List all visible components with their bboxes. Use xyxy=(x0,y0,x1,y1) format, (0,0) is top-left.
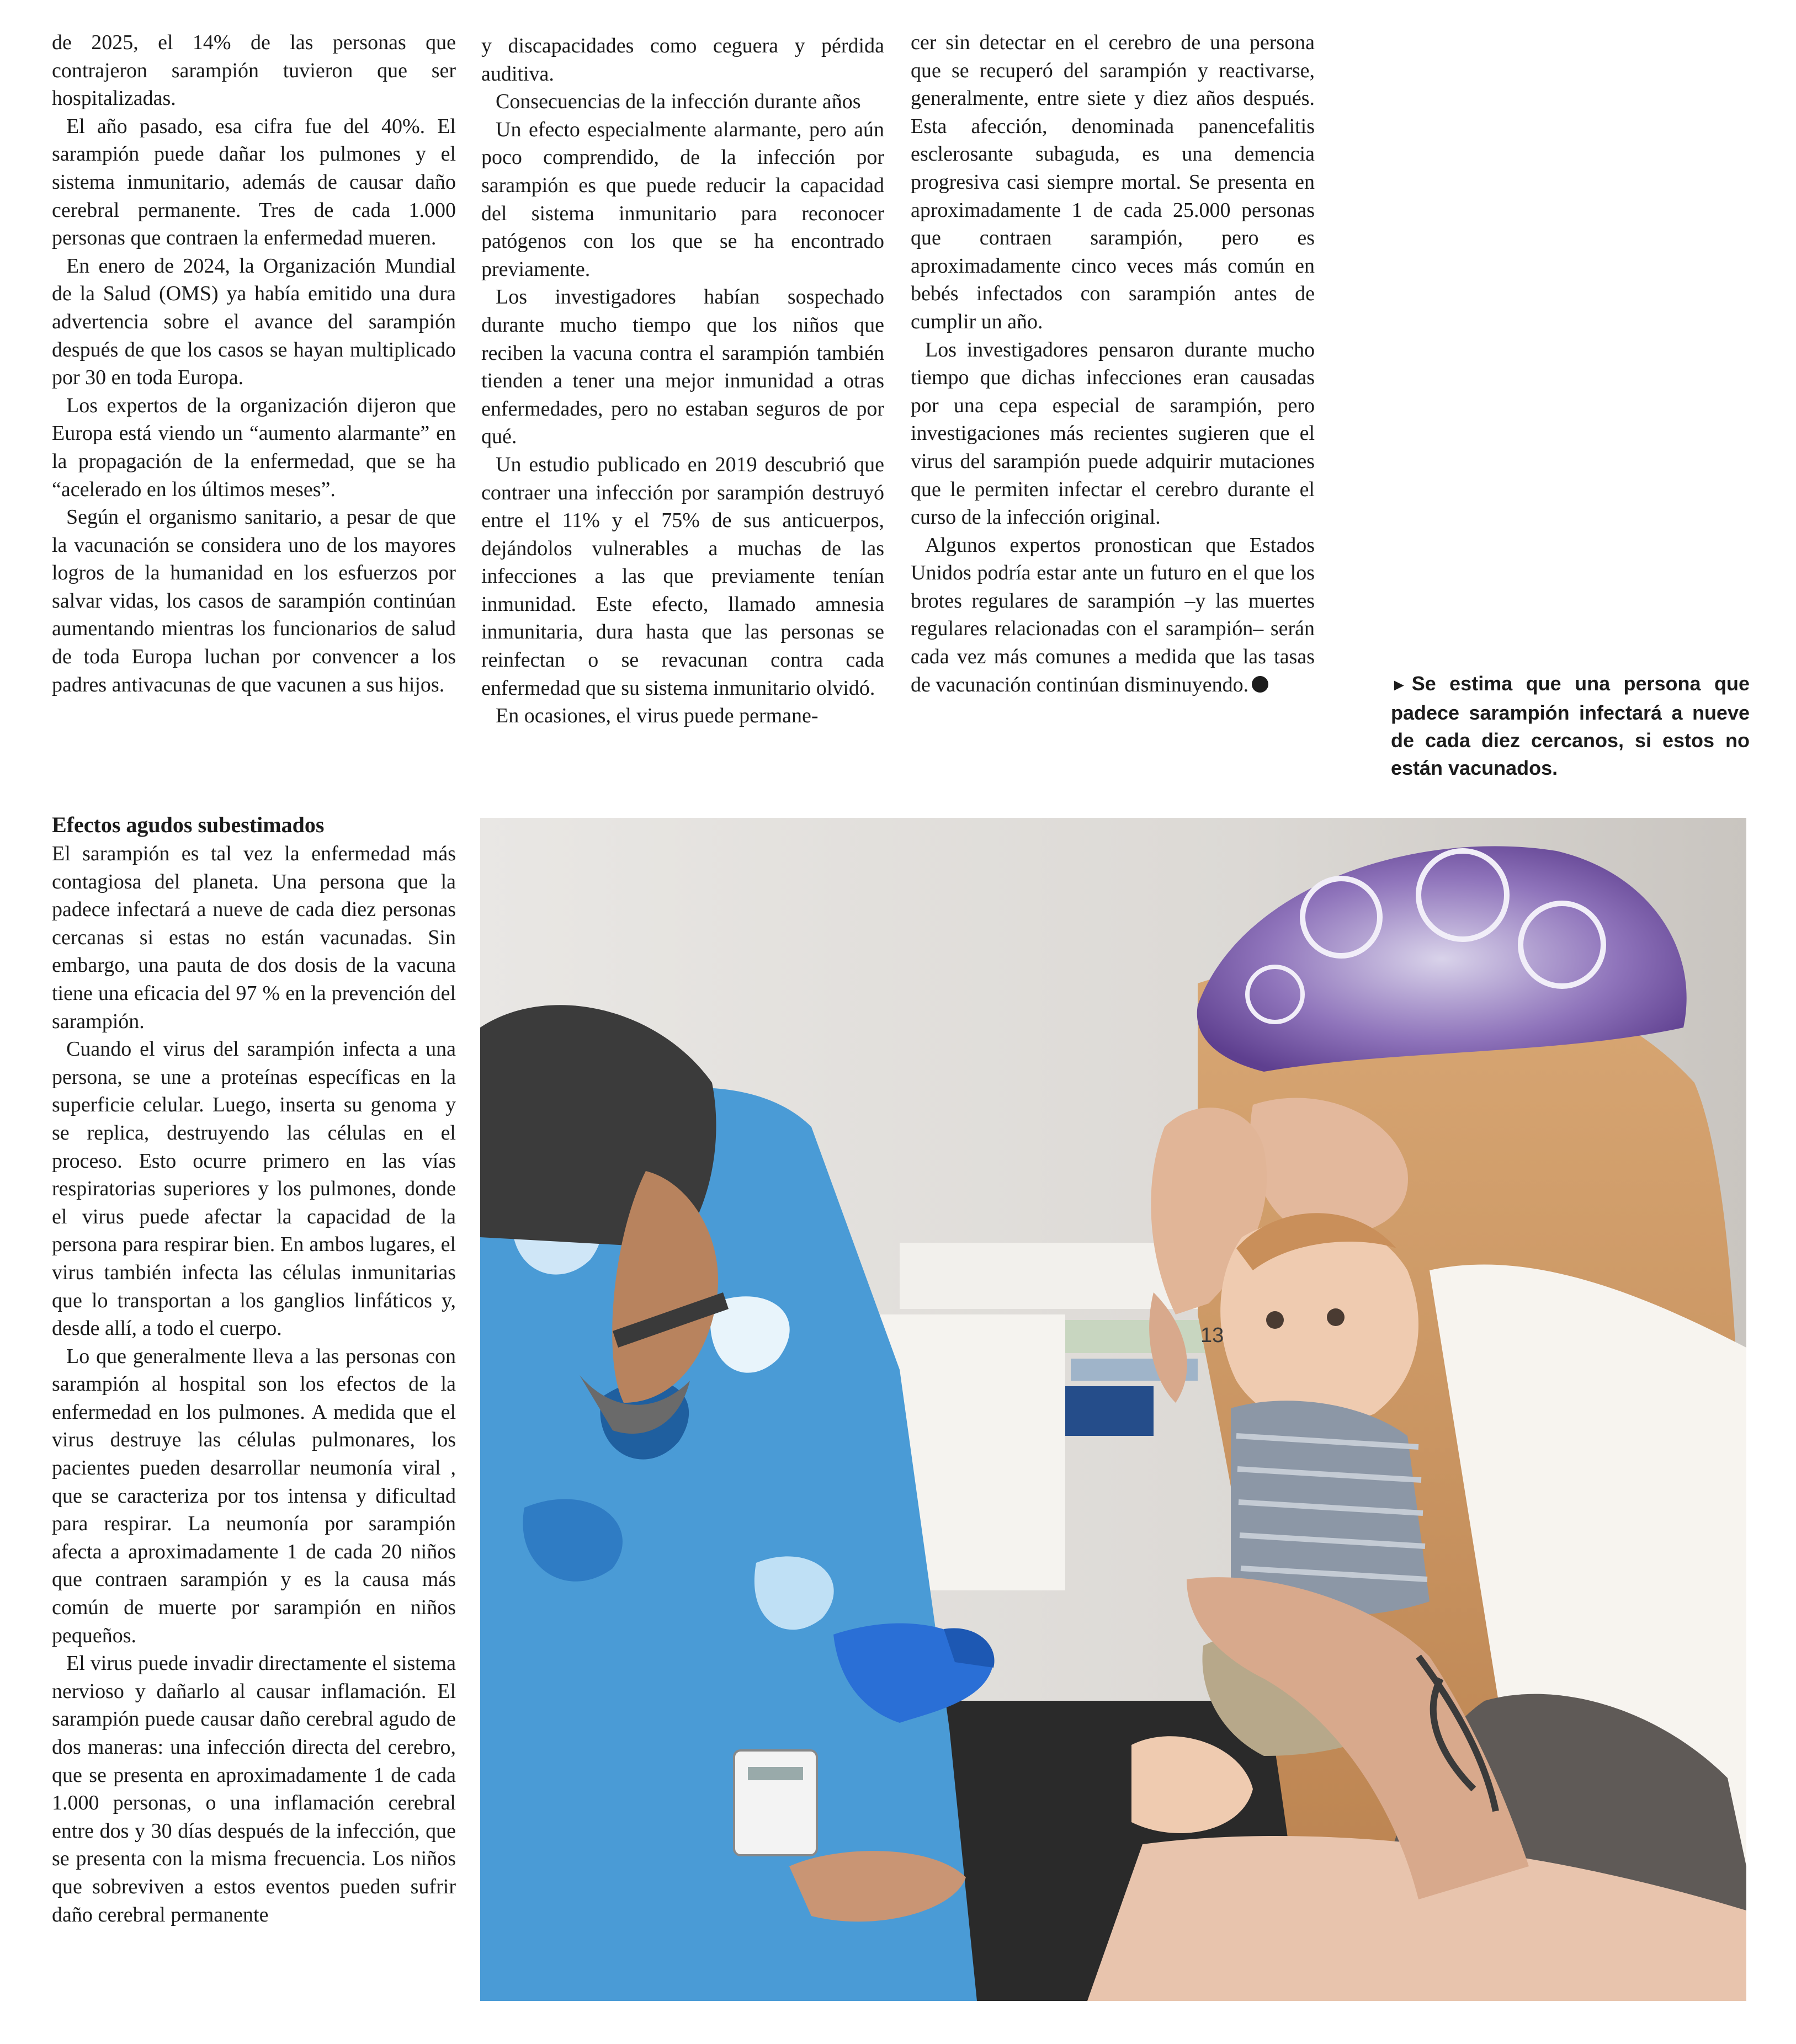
paragraph: Cuando el virus del sarampión infecta a una persona, se une a proteínas específicas en la superficie celular. Luego, inserta su genoma y se replica, destruyendo las células en el proceso. Esto ocurre primero en las vías respiratorias superiores y los pulmones, donde el virus puede afectar la capacidad de la persona para respirar bien. En ambos lugares, el virus también infecta las células inmunitarias que lo transportan a los ganglios linfáticos y, desde allí, a todo el cuerpo. xyxy=(52,1037,456,1340)
end-of-article-mark xyxy=(1252,676,1268,693)
section-intertitle: Consecuencias de la infección durante años xyxy=(496,90,861,114)
paragraph: Lo que generalmente lleva a las personas con sarampión al hospital son los efectos de la enfermedad en los pulmones. A medida que el virus destruye las células pulmonares, los pacientes pueden desarrollar neumonía viral , que se caracteriza por tos intensa y dificultad para respirar. La neumonía por sarampión afecta a aproximadamente 1 de cada 20 niños que contraen sarampión y es la causa más común de muerte por sarampión en niños pequeños. xyxy=(52,1344,456,1647)
photo-caption xyxy=(1391,670,1750,782)
paragraph: Un estudio publicado en 2019 descubrió que contraer una infección por sarampión destruyó entre el 11% y el 75% de sus anticuerpos, dejándolos vulnerables a muchas de las infecciones a las que previamente tenían inmunidad. Este efecto, llamado amnesia inmunitaria, dura hasta que las personas se reinfectan o se revacunan contra cada enfermedad que su sistema inmunitario olvidó. xyxy=(481,453,884,700)
caption-marker-icon: ► xyxy=(1391,676,1407,694)
svg-text:13: 13 xyxy=(1200,1324,1224,1347)
paragraph: cer sin detectar en el cerebro de una persona que se recuperó del sarampión y reactivarse, generalmente, entre siete y diez años después. Esta afección, denominada panencefalitis esclerosante subaguda, es una demencia progresiva casi siempre mortal. Se presenta en aproximadamente 1 de cada 25.000 personas que contraen sarampión, pero es aproximadamente cinco veces más común en bebés infectados con sarampión antes de cumplir un año. xyxy=(911,31,1315,333)
paragraph-text: Algunos expertos pronostican que Estados Unidos podría estar ante un futuro en el que los brotes regulares de sarampión –y las muertes regulares relacionadas con el sarampión– serán cada vez más comunes a medida que las tasas de vacunación continúan disminuyendo. xyxy=(911,533,1315,696)
paragraph: de 2025, el 14% de las personas que contrajeron sarampión tuvieron que ser hospitalizadas. xyxy=(52,31,456,110)
paragraph: Los investigadores habían sospechado durante mucho tiempo que los niños que reciben la vacuna contra el sarampión también tienden a tener una mejor inmunidad a otras enfermedades, pero no estaban seguros de por qué. xyxy=(481,285,884,449)
caption-text: Se estima que una persona que padece sarampión infectará a nueve de cada diez cercanos, si estos no están vacunados. xyxy=(1391,672,1750,779)
paragraph: Los investigadores pensaron durante mucho tiempo que dichas infecciones eran causadas por una cepa especial de sarampión, pero investigaciones más recientes sugieren que el virus del sarampión puede adquirir mutaciones que le permiten infectar el cerebro durante el curso de la infección original. xyxy=(911,338,1315,529)
paragraph: y discapacidades como ceguera y pérdida auditiva. xyxy=(481,34,884,86)
subheading: Efectos agudos subestimados xyxy=(52,812,325,837)
paragraph: Un efecto especialmente alarmante, pero aún poco comprendido, de la infección por sarampión es que puede reducir la capacidad del sistema inmunitario para reconocer patógenos con los que se ha encontrado previamente. xyxy=(481,118,884,281)
vaccination-photo xyxy=(480,818,1746,2001)
article-column-2 xyxy=(481,32,884,790)
paragraph: Según el organismo sanitario, a pesar de que la vacunación se considera uno de los mayores logros de la humanidad en los esfuerzos por salvar vidas, los casos de sarampión continúan aumentando mientras los funcionarios de salud de toda Europa luchan por convencer a los padres antivacunas de que vacunen a sus hijos. xyxy=(52,505,456,696)
paragraph: El sarampión es tal vez la enfermedad más contagiosa del planeta. Una persona que la padece infectará a nueve de cada diez personas cercanas si estas no están vacunadas. Sin embargo, una pauta de dos dosis de la vacuna tiene una eficacia del 97 % en la prevención del sarampión. xyxy=(52,842,456,1033)
paragraph xyxy=(911,531,1315,699)
article-column-3 xyxy=(911,29,1315,790)
article-column-4 xyxy=(52,810,456,2019)
paragraph: En enero de 2024, la Organización Mundial de la Salud (OMS) ya había emitido una dura advertencia sobre el avance del sarampión después de que los casos se hayan multiplicado por 30 en toda Europa. xyxy=(52,254,456,390)
paragraph: El virus puede invadir directamente el sistema nervioso y dañarlo al causar inflamación. El sarampión puede causar daño cerebral agudo de dos maneras: una infección directa del cerebro, que se presenta en aproximadamente 1 de cada 1.000 personas, o una inflamación cerebral entre dos y 30 días después de la infección, que se presenta con la misma frecuencia. Los niños que sobreviven a estos eventos pueden sufrir daño cerebral permanente xyxy=(52,1652,456,1926)
paragraph: En ocasiones, el virus puede permane- xyxy=(496,704,819,728)
paragraph: Los expertos de la organización dijeron que Europa está viendo un “aumento alarmante” en la propagación de la enfermedad, que se ha “acelerado en los últimos meses”. xyxy=(52,393,456,501)
paragraph: El año pasado, esa cifra fue del 40%. El sarampión puede dañar los pulmones y el sistema inmunitario, además de causar daño cerebral permanente. Tres de cada 1.000 personas que contraen la enfermedad mueren. xyxy=(52,114,456,250)
article-column-1 xyxy=(52,29,456,790)
